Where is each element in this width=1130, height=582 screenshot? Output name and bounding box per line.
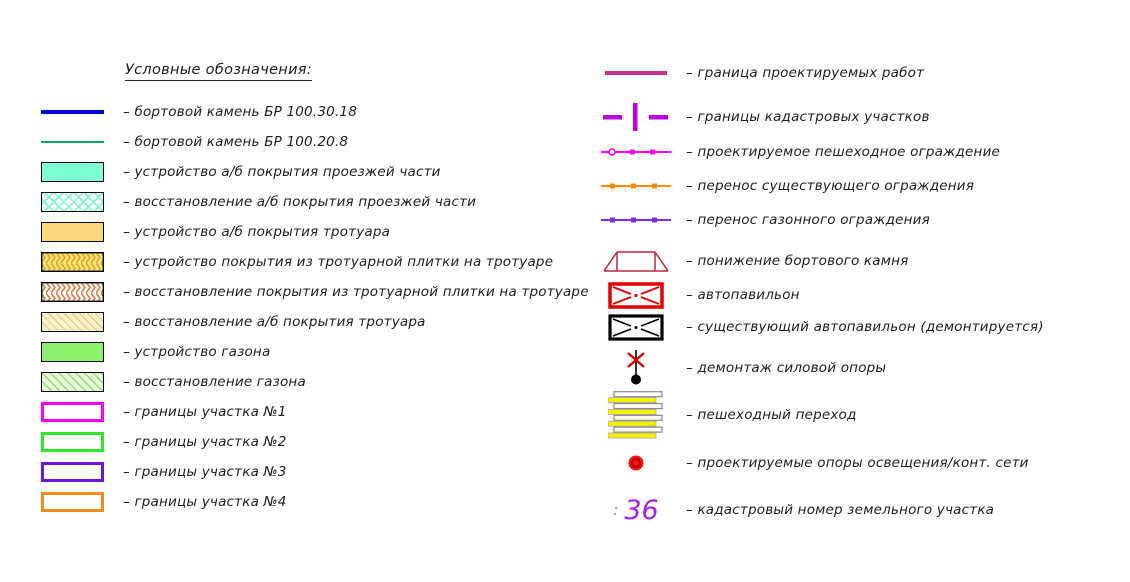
red-herringbone-swatch-icon	[40, 282, 105, 302]
purple-outline-swatch-icon	[40, 462, 105, 482]
legend-item-label: – границы участка №4	[123, 494, 287, 510]
legend-item-curb-lowering	[600, 246, 1120, 276]
legend-item-label: – границы участка №1	[123, 404, 287, 420]
magenta-outline-swatch-icon	[40, 402, 105, 422]
red-circle-icon	[600, 454, 672, 472]
legend-left-column	[40, 56, 589, 517]
thick-blue-line-icon	[40, 110, 105, 114]
crosswalk-stripes-icon	[600, 391, 672, 439]
legend-title	[125, 56, 585, 86]
legend-item-tile-sidewalk-restore	[40, 277, 589, 307]
legend-item-pedestrian-fence	[600, 137, 1120, 167]
legend-item-asphalt-sidewalk	[40, 217, 585, 247]
legend-item-label: – границы участка №2	[123, 434, 287, 450]
green-fill-swatch-icon	[40, 342, 105, 362]
legend-item-label: – восстановление а/б покрытия проезжей части	[123, 194, 477, 210]
legend-item-label: – устройство а/б покрытия проезжей части	[123, 164, 441, 180]
magenta-fence-line-icon	[600, 146, 672, 158]
red-pavilion-icon	[600, 282, 672, 309]
legend-item-label: – восстановление газона	[123, 374, 306, 390]
aqua-fill-swatch-icon	[40, 162, 105, 182]
cream-hatch-swatch-icon	[40, 312, 105, 332]
legend-item-label: – перенос существующего ограждения	[686, 178, 975, 194]
legend-item-existing-pavilion	[600, 312, 1120, 342]
legend-item-existing-fence-move	[600, 171, 1120, 201]
violet-fence-line-icon	[600, 214, 672, 226]
pole-demolition-icon	[600, 350, 672, 386]
legend-item-curb-100-30-18	[40, 97, 585, 127]
legend-item-curb-100-20-8	[40, 127, 585, 157]
legend-item-cadastral-number	[600, 492, 1120, 528]
legend-item-label: – кадастровый номер земельного участка	[686, 502, 995, 518]
orange-fence-line-icon	[600, 180, 672, 192]
legend-item-label: – устройство покрытия из тротуарной плитки на тротуаре	[123, 254, 554, 270]
legend-item-label: – пешеходный переход	[686, 407, 857, 423]
legend-item-label: – демонтаж силовой опоры	[686, 360, 887, 376]
legend-item-label: – восстановление а/б покрытия тротуара	[123, 314, 426, 330]
legend-item-lawn-new	[40, 337, 585, 367]
legend-item-label: – существующий автопавильон (демонтируется)	[686, 319, 1044, 335]
legend-item-label: – границы кадастровых участков	[686, 109, 930, 125]
cadastral-number-symbol	[600, 494, 672, 526]
legend-item-label: – устройство а/б покрытия тротуара	[123, 224, 391, 240]
legend-item-label: – граница проектируемых работ	[686, 65, 925, 81]
legend-item-site-boundary-3	[40, 457, 585, 487]
legend-item-asphalt-roadway	[40, 157, 585, 187]
legend-item-label: – автопавильон	[686, 287, 800, 303]
legend-item-power-pole-demolition	[600, 348, 1120, 388]
yellow-herringbone-swatch-icon	[40, 252, 105, 272]
legend-item-asphalt-sidewalk-restore	[40, 307, 585, 337]
legend-item-site-boundary-1	[40, 397, 585, 427]
black-pavilion-icon	[600, 314, 672, 341]
green-line-icon	[40, 141, 105, 144]
legend-item-label: – перенос газонного ограждения	[686, 212, 930, 228]
legend-item-site-boundary-2	[40, 427, 585, 457]
legend-item-lawn-fence-move	[600, 205, 1120, 235]
crimson-line-icon	[600, 71, 672, 75]
legend-title-text: Условные обозначения:	[125, 62, 312, 81]
legend-item-tile-sidewalk-new	[40, 247, 585, 277]
tan-fill-swatch-icon	[40, 222, 105, 242]
legend-right-column	[600, 58, 1120, 528]
legend-item-lawn-restore	[40, 367, 585, 397]
legend-item-asphalt-roadway-restore	[40, 187, 585, 217]
legend-item-bus-pavilion	[600, 280, 1120, 310]
green-outline-swatch-icon	[40, 432, 105, 452]
legend-item-label: – понижение бортового камня	[686, 253, 909, 269]
aqua-crosshatch-swatch-icon	[40, 192, 105, 212]
magenta-dash-bar-icon	[600, 101, 672, 133]
cadastral-colon: :	[613, 501, 619, 519]
legend-item-label: – проектируемое пешеходное ограждение	[686, 144, 1001, 160]
legend-item-label: – устройство газона	[123, 344, 271, 360]
legend-item-work-boundary	[600, 58, 1120, 88]
legend-item-cadastral-boundary	[600, 100, 1120, 134]
legend-item-lighting-pole	[600, 448, 1120, 478]
red-trapezoid-icon	[600, 249, 672, 273]
legend-item-label: – бортовой камень БР 100.20.8	[123, 134, 349, 150]
legend-item-label: – проектируемые опоры освещения/конт. сети	[686, 455, 1029, 471]
orange-outline-swatch-icon	[40, 492, 105, 512]
green-hatch-swatch-icon	[40, 372, 105, 392]
legend-item-crosswalk	[600, 390, 1120, 440]
legend-item-label: – границы участка №3	[123, 464, 287, 480]
legend-item-label: – восстановление покрытия из тротуарной плитки на тротуаре	[123, 284, 589, 300]
legend-item-site-boundary-4	[40, 487, 585, 517]
legend-item-label: – бортовой камень БР 100.30.18	[123, 104, 357, 120]
cadastral-number-value: 36	[624, 494, 659, 526]
